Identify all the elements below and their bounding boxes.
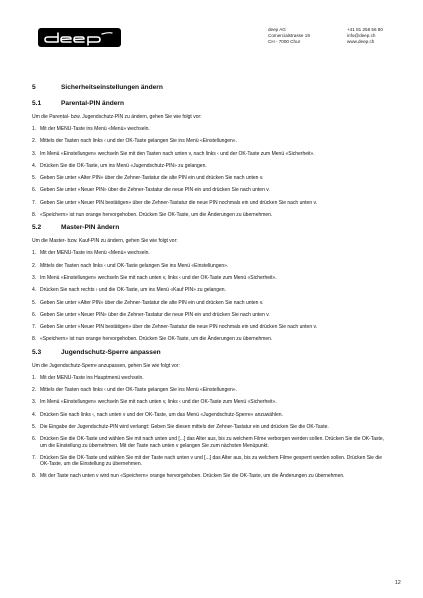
step-item — [32, 250, 392, 256]
company-website[interactable]: www.deep.ch — [347, 39, 375, 45]
step-number: 3. — [32, 274, 37, 281]
step-text: Geben Sie unter «Neuer PIN» über die Zehner-Tastatur die neue PIN ein und drücken Sie nach unten v. — [40, 187, 270, 194]
chapter-heading — [32, 84, 392, 94]
step-item — [32, 473, 392, 479]
step-item — [32, 175, 392, 181]
step-item — [32, 126, 392, 132]
chapter-number: 5 — [32, 84, 36, 91]
step-item — [32, 275, 392, 281]
section-intro: Um die Parental- bzw. Jugendschutz-PIN zu ändern, gehen Sie wie folgt vor: — [32, 114, 202, 120]
step-text: Mit der MENU-Taste ins Hauptmenü wechseln. — [40, 374, 144, 381]
step-text: Geben Sie unter «Neuer PIN» über die Zehner-Tastatur die neue PIN ein und drücken Sie nach unten v. — [40, 311, 270, 318]
company-phone: +41 81 258 56 80 — [347, 27, 383, 32]
step-item — [32, 399, 392, 405]
step-text: Im Menü «Einstellungen» wechseln Sie mit den Tasten nach unten v, nach links ‹ und der OK-Taste zum Menü «Sicherheit». — [40, 150, 315, 157]
section-intro: Um die Master- bzw. Kauf-PIN zu ändern, gehen Sie wie folgt vor: — [32, 238, 178, 245]
step-text: Drücken Sie nach links ‹, nach unten v und der OK-Taste, um das Menü «Jugendschutz-Sperre» anzuwählen. — [40, 411, 283, 418]
step-list — [32, 126, 392, 218]
section-heading — [32, 349, 392, 359]
step-number: 7. — [32, 454, 37, 461]
step-text: Geben Sie unter «Alter PIN» über die Zehner-Tastatur die alte PIN ein und drücken Sie nach unten v. — [40, 299, 264, 306]
deep-logo-mark — [38, 28, 121, 47]
section-title: Parental-PIN ändern — [61, 100, 125, 107]
step-item — [32, 151, 392, 157]
page-number: 12 — [395, 580, 401, 586]
deep-logo — [38, 28, 121, 47]
step-text: Im Menü «Einstellungen» wechseln Sie mit nach unten v, links ‹ und der OK-Taste zum Menü «Sicherheit». — [40, 274, 277, 281]
step-item — [32, 412, 392, 418]
step-number: 5. — [32, 175, 37, 182]
company-contact — [347, 27, 383, 46]
step-number: 2. — [32, 138, 37, 145]
step-number: 2. — [32, 387, 37, 394]
step-item — [32, 263, 392, 269]
step-text: Drücken Sie die OK-Taste, um ins Menü «Jugendschutz-PIN» zu gelangen. — [40, 162, 207, 169]
step-text: Drücken Sie die OK-Taste und wählen Sie mit der Taste nach unten v und [...] das Alter aus, bis zu welchem Filme gesperrt werden sollen. Drücken Sie die OK-Taste, um die Einstellung zu übernehmen. — [40, 454, 383, 468]
step-number: 7. — [32, 324, 37, 331]
step-item — [32, 324, 392, 330]
step-number: 8. — [32, 212, 37, 219]
step-text: Drücken Sie die OK-Taste und wählen Sie mit nach unten und [...] das Alter aus, bis zu welchem Filme verborgen werden sollen. Drücken Sie die OK-Taste, um die Einstellung zu übernehmen. Mit der Taste nach unten v gelangen Sie zum nächsten Menüpunkt. — [40, 436, 385, 449]
step-text: Drücken Sie nach rechts › und die OK-Taste, um ins Menü «Kauf PIN» zu gelangen. — [40, 287, 226, 294]
company-email[interactable]: info@deep.ch — [347, 33, 376, 39]
step-item — [32, 212, 392, 218]
step-number: 6. — [32, 311, 37, 318]
step-item — [32, 163, 392, 169]
section-title: Jugendschutz-Sperre anpassen — [61, 348, 161, 356]
step-number: 4. — [32, 287, 37, 294]
step-text: Geben Sie unter «Alter PIN» über die Zehner-Tastatur die alte PIN ein und drücken Sie nach unten v. — [40, 175, 264, 182]
sections-container — [32, 100, 392, 480]
step-item — [32, 187, 392, 193]
step-text: Geben Sie unter «Neuer PIN bestätigen» über die Zehner-Tastatur die neue PIN nochmals ein und drücken Sie nach unten v. — [40, 199, 318, 206]
step-item — [32, 287, 392, 293]
step-number: 5. — [32, 423, 37, 430]
step-number: 7. — [32, 199, 37, 206]
step-number: 1. — [32, 250, 37, 257]
step-number: 1. — [32, 126, 37, 132]
step-text: «Speichern» ist nun orange hervorgehoben. Drücken Sie OK-Taste, um die Änderungen zu übernehmen. — [40, 212, 273, 219]
step-number: 6. — [32, 187, 37, 194]
step-number: 3. — [32, 399, 37, 406]
company-city: CH - 7000 Chur — [268, 39, 301, 45]
step-item — [32, 200, 392, 206]
step-text: Im Menü «Einstellungen» wechseln Sie mit nach unten v, links ‹ und der OK-Taste zum Menü «Sicherheit». — [40, 399, 277, 406]
document-body — [32, 84, 392, 486]
step-text: Mit der MENU-Taste ins Menü «Menü» wechseln. — [40, 126, 150, 132]
step-text: Mittels der Tasten nach links ‹ und OK-Taste gelangen Sie ins Menü «Einstellungen». — [40, 262, 229, 269]
company-address — [268, 27, 310, 46]
section — [32, 349, 392, 480]
section-heading — [32, 224, 392, 234]
step-item — [32, 336, 392, 342]
step-item — [32, 312, 392, 318]
step-number: 6. — [32, 436, 37, 443]
step-number: 4. — [32, 162, 37, 169]
step-text: Mit der Taste nach unten v wird nun «Speichern» orange hervorgehoben. Drücken Sie die OK-Taste, um die Änderungen zu übernehmen. — [40, 473, 345, 480]
company-name: deep AG — [268, 27, 286, 32]
step-item — [32, 436, 392, 449]
chapter-title: Sicherheitseinstellungen ändern — [61, 84, 163, 91]
step-number: 8. — [32, 336, 37, 343]
step-text: «Speichern» ist nun orange hervorgehoben. Drücken Sie OK-Taste, um die Änderungen zu übernehmen. — [40, 336, 273, 343]
step-item — [32, 300, 392, 306]
step-list — [32, 250, 392, 342]
step-text: Die Eingabe der Jugendschutz-PIN wird verlangt: Geben Sie diesen mittels der Zehner-Tastatur ein und drücken Sie die OK-Taste. — [40, 423, 329, 430]
section-title: Master-PIN ändern — [61, 224, 120, 232]
step-list — [32, 375, 392, 480]
section — [32, 224, 392, 342]
section — [32, 100, 392, 218]
step-number: 2. — [32, 262, 37, 269]
step-item — [32, 424, 392, 430]
step-item — [32, 138, 392, 144]
step-number: 1. — [32, 374, 37, 381]
step-item — [32, 455, 392, 468]
step-number: 4. — [32, 411, 37, 418]
step-item — [32, 375, 392, 381]
step-number: 5. — [32, 299, 37, 306]
section-number: 5.2 — [32, 224, 42, 232]
company-street: Comercialstrasse 19 — [268, 33, 310, 39]
step-item — [32, 387, 392, 393]
section-heading — [32, 100, 392, 110]
step-text: Geben Sie unter «Neuer PIN bestätigen» über die Zehner-Tastatur die neue PIN nochmals ein und drücken Sie nach unten v. — [40, 324, 318, 331]
step-number: 3. — [32, 150, 37, 157]
step-text: Mittels der Tasten nach links ‹ und der OK-Taste gelangen Sie ins Menü «Einstellungen». — [40, 138, 237, 145]
section-number: 5.3 — [32, 348, 42, 356]
step-number: 8. — [32, 473, 37, 480]
section-number: 5.1 — [32, 100, 42, 107]
step-text: Mittels der Tasten nach links ‹ und der OK-Taste gelangen Sie ins Menü «Einstellungen». — [40, 387, 237, 394]
section-intro: Um die Jugendschutz-Sperre anzupassen, gehen Sie wie folgt vor: — [32, 362, 180, 369]
step-text: Mit der MENU-Taste ins Menü «Menü» wechseln. — [40, 250, 150, 257]
